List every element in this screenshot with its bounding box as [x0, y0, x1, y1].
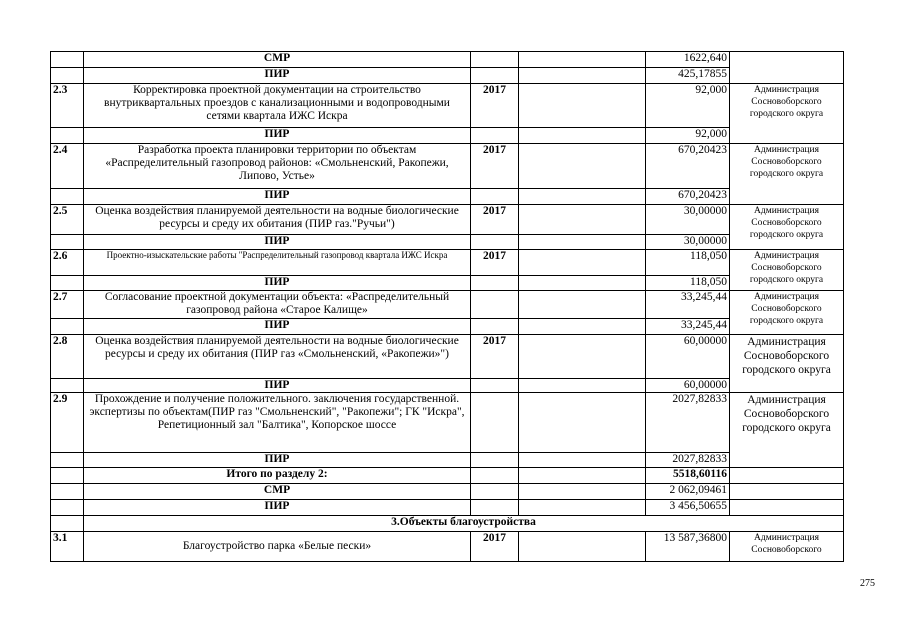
- cell-empty: [519, 250, 646, 276]
- table-row: [51, 468, 844, 484]
- cell-year: [471, 500, 519, 516]
- cell-value: 118,050: [646, 276, 730, 291]
- cell-num: [51, 516, 84, 532]
- cell-empty: [519, 128, 646, 144]
- cell-num: [51, 235, 84, 250]
- cell-num: [51, 128, 84, 144]
- cell-resp: Администрация Сосновоборского городского округа: [730, 205, 844, 250]
- cell-desc: Итого по разделу 2:: [84, 468, 471, 484]
- cell-empty: [519, 484, 646, 500]
- cell-empty: [519, 335, 646, 379]
- cell-desc: Прохождение и получение положительного. заключения государственной. экспертизы по объектам(ПИР газ "Смольненский", "Ракопежи"; ГК "Искра", Репетиционный зал "Балтика", Копорское шоссе: [84, 393, 471, 453]
- cell-num: [51, 484, 84, 500]
- cell-num: 2.3: [51, 84, 84, 128]
- cell-value: 30,00000: [646, 205, 730, 235]
- cell-desc: ПИР: [84, 453, 471, 468]
- cell-year: 2017: [471, 250, 519, 276]
- table-row: [51, 68, 844, 84]
- section-title: 3.Объекты благоустройства: [84, 516, 844, 532]
- cell-desc: ПИР: [84, 276, 471, 291]
- cell-num: 2.9: [51, 393, 84, 453]
- table-row: [51, 250, 844, 276]
- cell-resp: Администрация Сосновоборского: [730, 532, 844, 562]
- page-number: 275: [860, 578, 875, 589]
- cell-resp: [730, 468, 844, 484]
- cell-desc: Оценка воздействия планируемой деятельности на водные биологические ресурсы и среду их обитания (ПИР газ «Смольненский, «Ракопежи»"): [84, 335, 471, 379]
- table-row: [51, 453, 844, 468]
- cell-desc: Разработка проекта планировки территории по объектам «Распределительный газопровод районов: «Смольненский, Ракопежи, Липово, Устье»: [84, 144, 471, 189]
- cell-value: 13 587,36800: [646, 532, 730, 562]
- cell-desc: Оценка воздействия планируемой деятельности на водные биологические ресурсы и среду их обитания (ПИР газ."Ручьи"): [84, 205, 471, 235]
- budget-table: [50, 51, 844, 562]
- cell-empty: [519, 52, 646, 68]
- cell-desc: Проектно-изыскательские работы "Распределительный газопровод квартала ИЖС Искра: [84, 250, 471, 276]
- cell-year: [471, 276, 519, 291]
- table-row: [51, 500, 844, 516]
- cell-empty: [519, 532, 646, 562]
- cell-empty: [519, 144, 646, 189]
- table-row: [51, 335, 844, 379]
- cell-year: 2017: [471, 532, 519, 562]
- cell-year: [471, 68, 519, 84]
- cell-empty: [519, 379, 646, 393]
- cell-year: 2017: [471, 205, 519, 235]
- cell-empty: [519, 205, 646, 235]
- cell-num: [51, 468, 84, 484]
- section-row: [51, 516, 844, 532]
- cell-value: 5518,60116: [646, 468, 730, 484]
- table-row: [51, 291, 844, 319]
- cell-desc: ПИР: [84, 189, 471, 205]
- cell-value: 118,050: [646, 250, 730, 276]
- cell-value: 670,20423: [646, 144, 730, 189]
- table-row: [51, 52, 844, 68]
- cell-value: 2 062,09461: [646, 484, 730, 500]
- cell-empty: [519, 453, 646, 468]
- table-row: [51, 205, 844, 235]
- cell-resp: Администрация Сосновоборского городского округа: [730, 144, 844, 205]
- cell-value: 30,00000: [646, 235, 730, 250]
- cell-num: [51, 319, 84, 335]
- table-row: [51, 532, 844, 562]
- cell-empty: [519, 468, 646, 484]
- table-row: [51, 128, 844, 144]
- cell-year: [471, 484, 519, 500]
- cell-year: [471, 453, 519, 468]
- cell-empty: [519, 276, 646, 291]
- cell-desc: Благоустройство парка «Белые пески»: [84, 532, 471, 562]
- cell-value: 92,000: [646, 128, 730, 144]
- cell-value: 60,00000: [646, 335, 730, 379]
- table-row: [51, 276, 844, 291]
- cell-value: 425,17855: [646, 68, 730, 84]
- cell-num: [51, 453, 84, 468]
- cell-num: 2.7: [51, 291, 84, 319]
- cell-desc: СМР: [84, 52, 471, 68]
- cell-empty: [519, 68, 646, 84]
- cell-year: [471, 468, 519, 484]
- cell-num: 2.4: [51, 144, 84, 189]
- cell-desc: ПИР: [84, 235, 471, 250]
- cell-empty: [519, 189, 646, 205]
- table-row: [51, 379, 844, 393]
- cell-value: 2027,82833: [646, 453, 730, 468]
- cell-num: [51, 68, 84, 84]
- cell-empty: [519, 319, 646, 335]
- cell-year: 2017: [471, 84, 519, 128]
- cell-value: 1622,640: [646, 52, 730, 68]
- cell-value: 670,20423: [646, 189, 730, 205]
- cell-desc: ПИР: [84, 379, 471, 393]
- cell-value: 3 456,50655: [646, 500, 730, 516]
- table-row: [51, 84, 844, 128]
- cell-empty: [519, 291, 646, 319]
- cell-empty: [519, 393, 646, 453]
- cell-num: [51, 379, 84, 393]
- table-row: [51, 484, 844, 500]
- cell-num: 2.5: [51, 205, 84, 235]
- cell-desc: ПИР: [84, 128, 471, 144]
- cell-num: 2.6: [51, 250, 84, 276]
- table-row: [51, 189, 844, 205]
- cell-year: [471, 319, 519, 335]
- cell-year: [471, 52, 519, 68]
- cell-resp: [730, 500, 844, 516]
- cell-desc: Согласование проектной документации объекта: «Распределительный газопровод района «Старое Калище»: [84, 291, 471, 319]
- cell-resp: Администрация Сосновоборского городского округа: [730, 291, 844, 335]
- cell-num: [51, 189, 84, 205]
- cell-value: 92,000: [646, 84, 730, 128]
- cell-year: [471, 189, 519, 205]
- cell-desc: ПИР: [84, 500, 471, 516]
- cell-empty: [519, 500, 646, 516]
- cell-value: 2027,82833: [646, 393, 730, 453]
- cell-year: [471, 393, 519, 453]
- cell-desc: ПИР: [84, 319, 471, 335]
- table-row: [51, 144, 844, 189]
- cell-num: [51, 500, 84, 516]
- cell-year: 2017: [471, 335, 519, 379]
- cell-value: 33,245,44: [646, 319, 730, 335]
- cell-year: [471, 379, 519, 393]
- cell-resp: [730, 52, 844, 84]
- cell-year: 2017: [471, 144, 519, 189]
- cell-num: 2.8: [51, 335, 84, 379]
- cell-resp: [730, 484, 844, 500]
- table-row: [51, 319, 844, 335]
- cell-num: 3.1: [51, 532, 84, 562]
- cell-num: [51, 52, 84, 68]
- cell-empty: [519, 235, 646, 250]
- cell-resp: Администрация Сосновоборского городского округа: [730, 84, 844, 144]
- cell-resp: Администрация Сосновоборского городского округа: [730, 250, 844, 291]
- cell-desc: СМР: [84, 484, 471, 500]
- cell-year: [471, 128, 519, 144]
- cell-value: 33,245,44: [646, 291, 730, 319]
- cell-value: 60,00000: [646, 379, 730, 393]
- cell-resp: Администрация Сосновоборского городского округа: [730, 335, 844, 393]
- cell-empty: [519, 84, 646, 128]
- table-row: [51, 393, 844, 453]
- cell-desc: Корректировка проектной документации на строительство внутриквартальных проездов с канализационными и водопроводными сетями квартала ИЖС Искра: [84, 84, 471, 128]
- cell-desc: ПИР: [84, 68, 471, 84]
- cell-year: [471, 291, 519, 319]
- cell-resp: Администрация Сосновоборского городского округа: [730, 393, 844, 468]
- cell-num: [51, 276, 84, 291]
- cell-year: [471, 235, 519, 250]
- table-row: [51, 235, 844, 250]
